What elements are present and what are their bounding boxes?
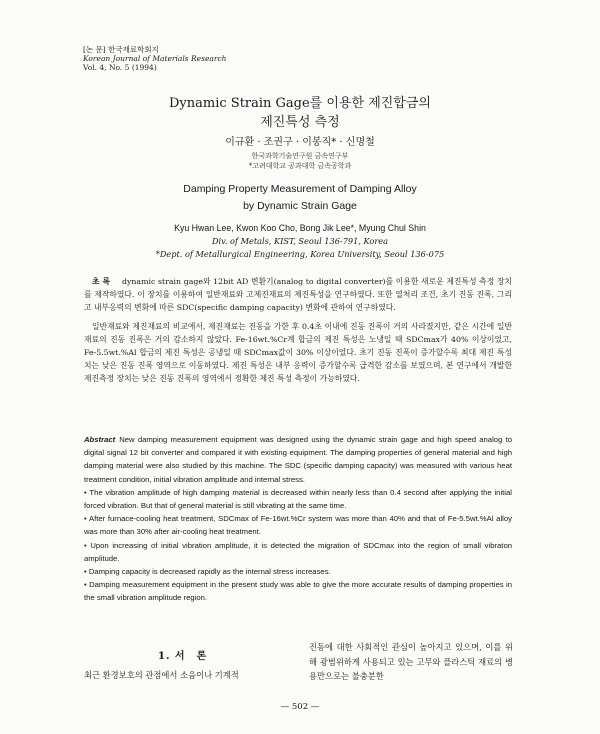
english-title-line1: Damping Property Measurement of Damping Alloy [183, 183, 417, 195]
english-affiliations [0, 235, 600, 261]
korean-authors: 이규환 · 조권구 · 이봉직* · 신명철 [225, 137, 375, 148]
korean-affiliation-2: *고려대학교 공과대학 금속공학과 [248, 161, 352, 170]
english-title-line2: by Dynamic Strain Gage [243, 200, 357, 212]
english-abstract-text: New damping measurement equipment was designed using the dynamic strain gage and high speed analog to digital signal 12 bit converter and compared it with existing equipment. The damping properties of general material and high damping material were also studied by this machine. The SDC (specific damping capacity) was measured with various heat treatment condition, initial vibration amplitude and internal stress. [84, 435, 512, 484]
korean-affiliations [0, 152, 600, 171]
introduction-right-column: 진동에 대한 사회적인 관심이 높아지고 있으며, 이를 위해 광범위하게 사용되고 있는 고무와 플라스틱 재료의 병용만으로는 불충분한 [309, 642, 513, 681]
section-heading-introduction: 1. 서 론 [158, 651, 208, 662]
abstract-bullet-4: • Damping capacity is decreased rapidly as the internal stress increases. [84, 567, 331, 577]
english-affiliation-2: *Dept. of Metallurgical Engineering, Korea University, Seoul 136-075 [155, 249, 445, 259]
korean-abstract-text-1: dynamic strain gage와 12bit AD 변환기(analog to digital converter)를 이용한 새로운 제진특성 측정 장치를 제작하였다. 이 장치를 이용하여 일반재료와 고제진재료의 제진특성을 연구하였다. 또한 열처리 조건, 초기 진동 진폭, 그리고 내부응력의 변화에 따른 SDC(specific damping capacity) 변화에 관하여 연구하였다. [84, 277, 513, 313]
english-abstract-paragraph [84, 433, 512, 486]
korean-abstract-paragraph-1 [84, 275, 512, 315]
abstract-bullet-2: • After furnace-cooling heat treatment, SDCmax of Fe-16wt.%Cr system was more than 40% and that of Fe-5.5wt.%Al alloy was more than 30% after air-cooling heat treatment. [84, 514, 512, 537]
korean-title [0, 94, 600, 132]
korean-title-line1: Dynamic Strain Gage를 이용한 제진합금의 [169, 96, 431, 111]
korean-abstract [84, 275, 512, 391]
english-authors: Kyu Hwan Lee, Kwon Koo Cho, Bong Jik Lee*, Myung Chul Shin [174, 223, 426, 233]
journal-name: Korean Journal of Materials Research [83, 54, 227, 63]
korean-abstract-paragraph-2: 일반재료와 제진재료의 비교에서, 제진재료는 진동을 가한 후 0.4초 이내에 진동 진폭이 거의 사라졌지만, 같은 시간에 일반재료의 진동 진폭은 거의 감소하지 않았다. Fe-16wt.%Cr계 합금의 제진 특성은 노냉일 때 SDCmax가 40% 이상이었고, Fe-5.5wt.%Al 합금의 제진 특성은 공냉일 때 SDCmax값이 30% 이상이었다. 초기 진동 진폭이 증가할수록 최대 제진 특성치는 낮은 진동 진폭 영역으로 이동하였다. 제진 특성은 내부 응력이 증가할수록 급격한 감소를 보였으며, 본 연구에서 개발한 제진측정 장치는 낮은 진동 진폭의 영역에서 정확한 제진 특성 측정이 가능하였다. [84, 321, 512, 384]
journal-category: [논 문] 한국재료학회지 [83, 45, 159, 54]
korean-abstract-label: 초 록 [92, 277, 110, 286]
english-abstract-label: Abstract [84, 435, 116, 444]
introduction-left-column: 최근 환경보호의 관점에서 소음이나 기계적 [84, 670, 239, 680]
english-title [0, 181, 600, 215]
page-number: — 502 — [280, 702, 320, 712]
english-affiliation-1: Div. of Metals, KIST, Seoul 136-791, Korea [211, 236, 389, 246]
abstract-bullet-5: • Damping measurement equipment in the present study was able to give the more accurate results of damping properties in the small vibration amplitude region. [84, 580, 512, 603]
journal-header [83, 45, 226, 72]
abstract-bullet-1: • The vibration amplitude of high damping material is decreased within nearly less than 0.4 second after applying the initial forced vibration. But that of general material is still vibrating at the same time. [84, 487, 512, 511]
journal-volume: Vol. 4, No. 5 (1994) [83, 63, 157, 72]
korean-title-line2: 제진특성 측정 [260, 115, 340, 130]
korean-affiliation-1: 한국과학기술연구원 금속연구부 [251, 152, 349, 160]
abstract-bullet-3: • Upon increasing of initial vibration amplitude, it is detected the migration of SDCmax into the region of small vibraton amplitude. [84, 540, 512, 563]
english-abstract [84, 433, 512, 605]
